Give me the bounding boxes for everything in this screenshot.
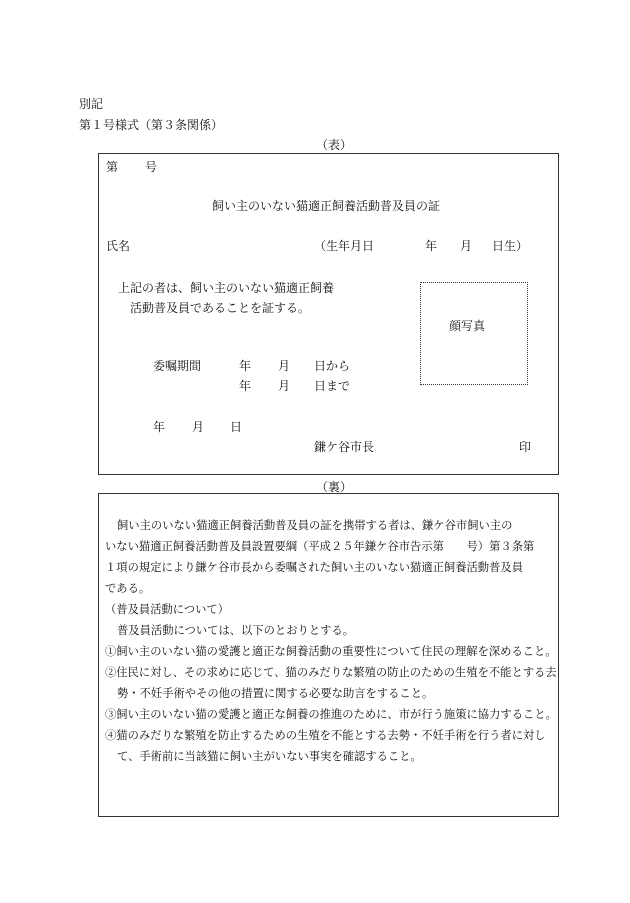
photo-frame: [420, 282, 528, 385]
back-paragraph-line: である。: [105, 582, 151, 595]
term-from-month: 月: [278, 359, 291, 373]
name-label: 氏名: [106, 239, 131, 253]
back-text-block: [105, 515, 560, 767]
birthdate-label: （生年月日: [314, 239, 375, 253]
term-to-day: 日まで: [314, 379, 351, 393]
section-heading: （普及員活動について）: [105, 603, 230, 616]
back-paragraph-line: 飼い主のいない猫適正飼養活動普及員の証を携帯する者は、鎌ケ谷市飼い主の: [117, 519, 513, 532]
back-paragraph-line: いない猫適正飼養活動普及員設置要綱（平成２５年鎌ケ谷市告示第 号）第３条第: [105, 540, 535, 553]
activity-item: ④猫のみだりな繁殖を防止するための生殖を不能とする去勢・不妊手術を行う者に対して、手術前に当該猫に飼い主がいない事実を確認すること。: [105, 729, 546, 763]
term-label: 委嘱期間: [153, 359, 202, 373]
appendix-label: 別記: [79, 97, 104, 111]
activity-item: ①飼い主のいない猫の愛護と適正な飼養活動の重要性について住民の理解を深めること。: [105, 645, 557, 658]
certification-line-1: 上記の者は、飼い主のいない猫適正飼養: [118, 281, 335, 295]
activity-item: ③飼い主のいない猫の愛護と適正な飼養の推進のために、市が行う施策に協力すること。: [105, 708, 557, 721]
certification-line-2: 活動普及員であることを証する。: [130, 301, 311, 315]
photo-label: 顔写真: [449, 319, 486, 333]
form-number-label: 第１号様式（第３条関係）: [79, 118, 224, 132]
card-number-suffix: 号: [145, 160, 158, 174]
birth-month: 月: [460, 239, 473, 253]
term-to-year: 年: [239, 379, 252, 393]
issue-day: 日: [230, 420, 243, 434]
card-title: 飼い主のいない猫適正飼養活動普及員の証: [212, 199, 441, 213]
issue-year: 年: [153, 420, 166, 434]
back-paragraph-line: １項の規定により鎌ケ谷市長から委嘱された飼い主のいない猫適正飼養活動普及員: [105, 561, 523, 574]
seal-mark: 印: [519, 440, 532, 454]
issue-month: 月: [192, 420, 205, 434]
card-number-prefix: 第: [106, 160, 119, 174]
issuer-name: 鎌ケ谷市長: [314, 440, 375, 454]
birth-day: 日生）: [492, 239, 529, 253]
activity-item: ②住民に対し、その求めに応じて、猫のみだりな繁殖の防止のための生殖を不能とする去勢・不妊手術やその他の措置に関する必要な助言をすること。: [105, 666, 557, 700]
back-side-label: （裏）: [316, 480, 353, 494]
term-from-year: 年: [239, 359, 252, 373]
birth-year: 年: [425, 239, 438, 253]
term-from-day: 日から: [314, 359, 351, 373]
section-intro: 普及員活動については、以下のとおりとする。: [117, 624, 355, 637]
term-to-month: 月: [278, 379, 291, 393]
front-side-label: （表）: [316, 138, 353, 152]
